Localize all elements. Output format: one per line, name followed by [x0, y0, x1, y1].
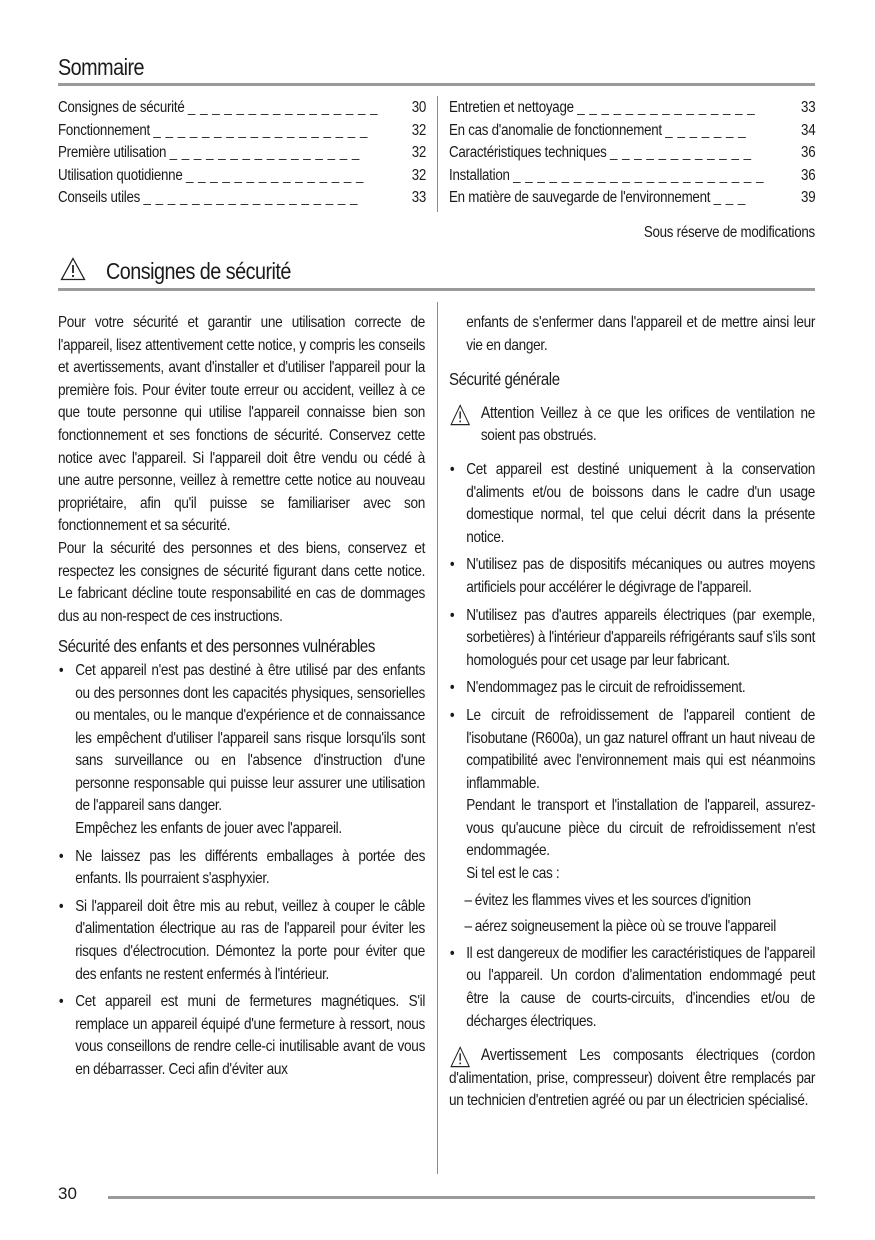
- left-column: [58, 312, 425, 1082]
- toc-entry[interactable]: En cas d'anomalie de fonctionnement _ _ _ _ _ _ _ 34: [449, 121, 816, 139]
- toc-left-column: [58, 97, 426, 210]
- attention-label: Attention: [480, 403, 535, 422]
- page-number: 30: [58, 1184, 77, 1203]
- toc-entry[interactable]: Utilisation quotidienne _ _ _ _ _ _ _ _ _ _ _ _ _ _ _ 32: [58, 166, 427, 184]
- column-divider: [437, 302, 438, 1174]
- warning-note: Avertissement Les composants électriques (cordon d'alimentation, prise, compresseur) doivent être remplacés par un technicien d'entretien agréé ou par un électricien spécialisé.: [449, 1046, 816, 1110]
- toc-right-column: [449, 97, 815, 210]
- list-item: • Il est dangereux de modifier les caractéristiques de l'appareil ou l'appareil. Un cordon d'alimentation endommagé peut être la cause de courts-circuits, d'incendies et/ou de décharges électriques.: [449, 944, 816, 1030]
- list-item: • N'utilisez pas de dispositifs mécaniques ou autres moyens artificiels pour accélérer le dégivrage de l'appareil.: [449, 556, 816, 596]
- warning-label: Avertissement: [480, 1046, 567, 1065]
- general-safety-list: [449, 459, 815, 886]
- warning-triangle-icon: [60, 257, 86, 281]
- ignition-dash-list: [449, 890, 815, 939]
- toc-entry[interactable]: Première utilisation _ _ _ _ _ _ _ _ _ _ _ _ _ _ _ _ 32: [58, 144, 427, 162]
- right-column: [449, 312, 815, 1113]
- toc-entry[interactable]: En matière de sauvegarde de l'environnement _ _ _ 39: [449, 189, 816, 207]
- toc-entry[interactable]: Installation _ _ _ _ _ _ _ _ _ _ _ _ _ _ _ _ _ _ _ _ _ 36: [449, 166, 816, 184]
- list-item: • Si l'appareil doit être mis au rebut, veillez à couper le câble d'alimentation électrique au ras de l'appareil pour éviter les risques d'électrocution. Démontez la porte pour éviter que des enfants ne restent enfermés à l'intérieur.: [58, 897, 426, 983]
- continuation-text: enfants de s'enfermer dans l'appareil et de mettre ainsi leur vie en danger.: [466, 314, 816, 354]
- list-item: • N'endommagez pas le circuit de refroidissement.: [449, 679, 746, 697]
- toc-entry[interactable]: Fonctionnement _ _ _ _ _ _ _ _ _ _ _ _ _ _ _ _ _ _ 32: [58, 121, 427, 139]
- section-title: Consignes de sécurité: [106, 258, 291, 284]
- warning-triangle-icon: [449, 404, 471, 426]
- list-item: • Cet appareil est destiné uniquement à la conservation d'aliments et/ou de boissons dans le cadre d'un usage domestique normal, tel que celui décrit dans la présente notice.: [449, 460, 816, 546]
- list-item: • Ne laissez pas les différents emballages à portée des enfants. Ils pourraient s'asphyxier.: [58, 847, 426, 888]
- children-safety-list: [58, 660, 425, 1082]
- intro-paragraph: Pour votre sécurité et garantir une utilisation correcte de l'appareil, lisez attentivement cette notice, y compris les conseils et avertissements, avant d'installer et d'utiliser l'appareil pour la première fois. Pour éviter toute erreur ou accident, veillez à ce que toute personne qui utilise l'appareil connaisse bien son fonctionnement et ses fonctions de sécurité. Conservez cette notice avec l'appareil. Si l'appareil doit être vendu ou cédé à une autre personne, veillez à remettre cette notice au nouveau propriétaire, afin qu'il puisse se familiariser avec son fonctionnement et sa sécurité.: [58, 314, 426, 535]
- list-item: • N'utilisez pas d'autres appareils électriques (par exemple, sorbetières) à l'intérieur d'appareils réfrigérants sauf s'ils sont homologués pour cet usage par leur fabricant.: [449, 606, 816, 669]
- toc-entry[interactable]: Consignes de sécurité _ _ _ _ _ _ _ _ _ _ _ _ _ _ _ _ 30: [58, 99, 427, 116]
- dash-item: – aérez soigneusement la pièce où se trouve l'appareil: [464, 918, 776, 936]
- list-item: • Le circuit de refroidissement de l'appareil contient de l'isobutane (R600a), un gaz naturel offrant un haut niveau de compatibilité avec l'environnement mais qui est néanmoins inflammable. Pendant le transport et l'installation de l'appareil, assurez-vous qu'aucune pièce du circuit de refroidissement n'est endommagée. Si tel est le cas :: [449, 706, 816, 883]
- toc-title-rule: [58, 83, 815, 86]
- list-item: • Cet appareil est muni de fermetures magnétiques. S'il remplace un appareil équipé d'une fermeture à ressort, nous vous conseillons de rendre celle-ci inutilisable avant de vous en débarrasser. Ceci afin d'éviter aux: [58, 993, 426, 1078]
- general-safety-list-continued: [449, 943, 815, 1033]
- toc-entry[interactable]: Caractéristiques techniques _ _ _ _ _ _ _ _ _ _ _ _ 36: [449, 144, 816, 162]
- list-item: • Cet appareil n'est pas destiné à être utilisé par des enfants ou des personnes dont les capacités physiques, sensorielles ou mentales, ou le manque d'expérience et de connaissance les empêchent d'utiliser l'appareil sans risque lorsqu'ils sont sans surveillance ou en l'absence d'instruction d'une personne responsable qui puisse leur assurer une utilisation de l'appareil sans danger. Empêchez les enfants de jouer avec l'appareil.: [58, 661, 426, 838]
- toc-entry[interactable]: Conseils utiles _ _ _ _ _ _ _ _ _ _ _ _ _ _ _ _ _ _ 33: [58, 189, 427, 207]
- warning-triangle-icon: [449, 1046, 471, 1068]
- children-safety-heading: Sécurité des enfants et des personnes vulnérables: [58, 636, 375, 657]
- intro-paragraph: Pour la sécurité des personnes et des biens, conservez et respectez les consignes de sécurité figurant dans cette notice. Le fabricant décline toute responsabilité en cas de dommages dus au non-respect de ces instructions.: [58, 539, 426, 625]
- dash-item: – évitez les flammes vives et les sources d'ignition: [464, 891, 751, 909]
- attention-note: Attention Veillez à ce que les orifices de ventilation ne soient pas obstrués.: [449, 402, 815, 448]
- toc-title: Sommaire: [58, 54, 145, 80]
- section-title-rule: [58, 288, 815, 291]
- modification-note: Sous réserve de modifications: [643, 224, 815, 241]
- general-safety-heading: Sécurité générale: [449, 369, 560, 390]
- footer-rule: [108, 1196, 815, 1199]
- toc-entry[interactable]: Entretien et nettoyage _ _ _ _ _ _ _ _ _ _ _ _ _ _ _ 33: [449, 99, 816, 116]
- toc-column-divider: [437, 96, 438, 212]
